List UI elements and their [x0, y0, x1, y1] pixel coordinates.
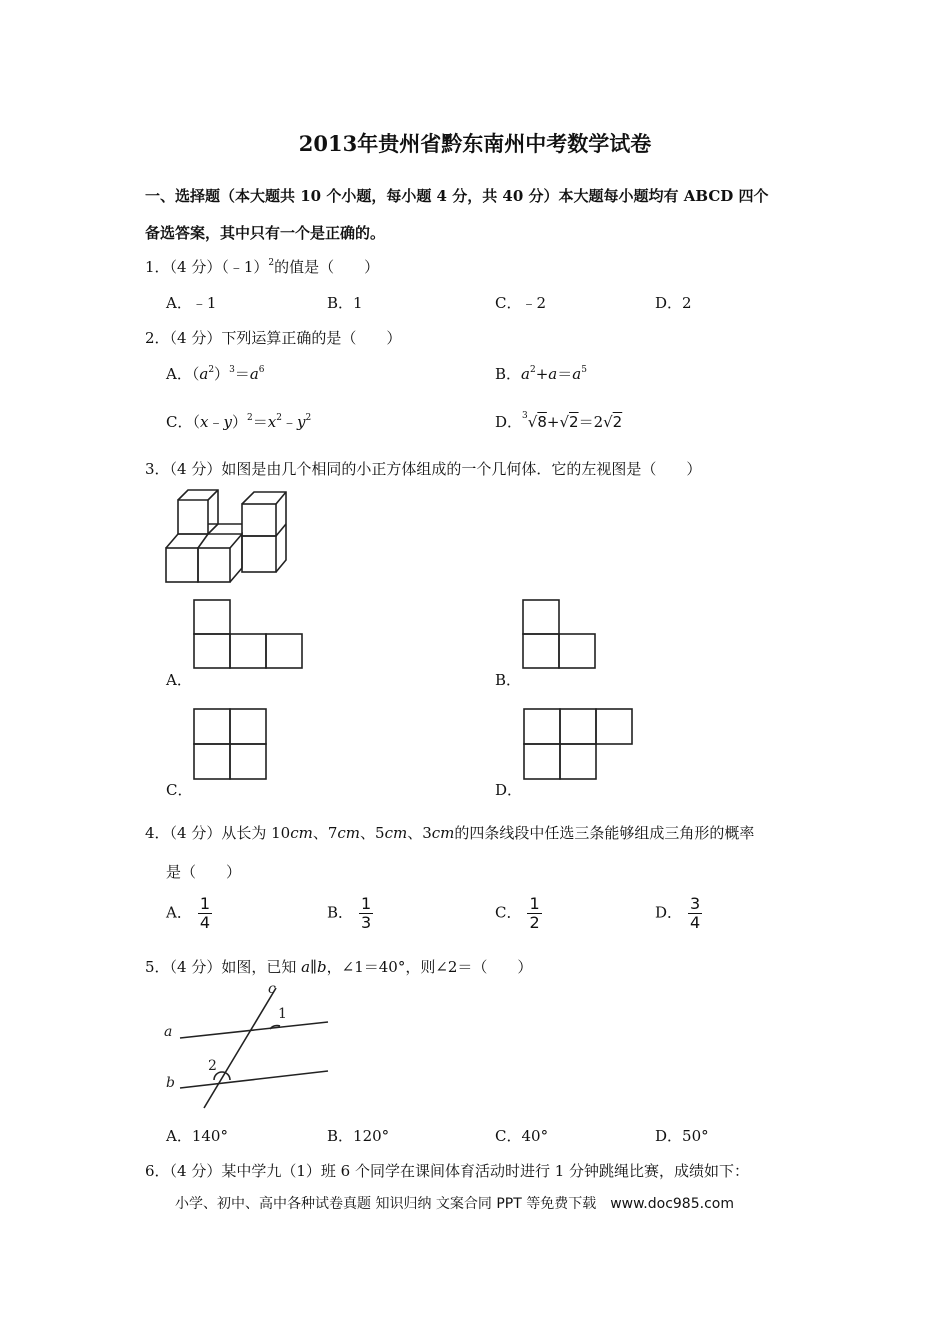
q4-option-a[interactable]	[166, 895, 212, 932]
q4-option-c[interactable]	[495, 895, 542, 932]
question-4-line2: 是（ ）	[166, 863, 242, 881]
question-5	[145, 956, 532, 977]
footer-watermark: 小学、初中、高中各种试卷真题 知识归纳 文案合同 PPT 等免费下载 www.doc985.com	[175, 1196, 734, 1212]
q2-option-a[interactable]: A．$(a^2)^3=a^6$	[166, 365, 265, 383]
line-b	[180, 1071, 328, 1088]
q4-unit-3: cm	[384, 824, 408, 842]
label-a: a	[164, 1024, 173, 1040]
page-title: 2013年贵州省黔东南州中考数学试卷	[298, 131, 652, 156]
q4-suffix: 的四条线段中任选三条能够组成三角形的概率	[454, 824, 755, 842]
q2-option-c[interactable]: C．$(x﹣y)^2=x^2﹣y^2$	[166, 413, 312, 431]
q5-option-a[interactable]: A．140°	[166, 1127, 228, 1145]
q5-b: b	[317, 958, 327, 976]
line-c	[204, 988, 276, 1108]
q4-value-7: 7	[327, 824, 338, 842]
q4-a-den: 4	[199, 913, 211, 932]
q1-option-d[interactable]: D．2	[655, 294, 692, 312]
q4-a-fraction	[198, 895, 212, 932]
q5-option-c[interactable]: C．40°	[495, 1127, 549, 1145]
q4-d-label: D．	[655, 903, 683, 922]
q4-value-5: 5	[375, 824, 385, 842]
question-3: 3．（4 分）如图是由几个相同的小正方体组成的一个几何体．它的左视图是（ ）	[145, 460, 702, 478]
parallel-lines-figure	[160, 980, 335, 1110]
q2-a-label: A．	[166, 365, 192, 383]
q2-d-label: D．	[495, 413, 523, 431]
label-b: b	[166, 1075, 175, 1091]
q4-c-num: 1	[529, 894, 540, 913]
section-heading-line2: 备选答案，其中只有一个是正确的。	[145, 224, 386, 242]
q4-c-den: 2	[529, 913, 540, 932]
q3-option-c[interactable]: C．	[166, 781, 193, 799]
label-angle-1: 1	[278, 1006, 287, 1022]
q4-d-num: 3	[690, 894, 701, 913]
q1-suffix: 的值是（ ）	[274, 258, 380, 276]
q1-option-a[interactable]: A．﹣1	[166, 294, 217, 312]
section-heading-line1: 一、选择题（本大题共 10 个小题，每小题 4 分，共 40 分）本大题每小题均有 ABCD 四个	[145, 187, 769, 205]
question-6: 6．（4 分）某中学九（1）班 6 个同学在课间体育活动时进行 1 分钟跳绳比赛，成绩如下：	[145, 1162, 750, 1180]
question-4	[145, 822, 754, 843]
q4-unit-4: cm	[431, 824, 455, 842]
q5-prefix: 5．（4 分）如图，已知	[145, 958, 302, 976]
q4-a-label: A．	[166, 903, 192, 922]
question-2: 2．（4 分）下列运算正确的是（ ）	[145, 329, 402, 347]
q4-unit-2: cm	[337, 824, 361, 842]
q4-c-fraction	[527, 895, 541, 932]
q4-sep-3: 、	[407, 824, 423, 842]
q3-view-b	[522, 599, 598, 671]
q5-suffix: ，∠1＝40°，则∠2＝（ ）	[326, 958, 533, 976]
q5-option-d[interactable]: D．50°	[655, 1127, 709, 1145]
q1-prefix: 1．（4 分）（﹣1）	[145, 258, 269, 276]
q4-b-num: 1	[361, 894, 372, 913]
q3-option-d[interactable]: D．	[495, 781, 523, 799]
q5-option-b[interactable]: B．120°	[327, 1127, 390, 1145]
q3-view-d	[523, 708, 635, 780]
q4-option-d[interactable]	[655, 895, 702, 932]
q4-b-den: 3	[361, 913, 372, 932]
q2-b-label: B．	[495, 365, 522, 383]
q4-option-b[interactable]	[327, 895, 373, 932]
q4-sep-1: 、	[312, 824, 328, 842]
q4-unit-1: cm	[290, 824, 313, 842]
q4-d-den: 4	[690, 913, 701, 932]
q5-parallel: ∥	[310, 958, 318, 976]
label-c: c	[268, 981, 276, 997]
q4-sep-2: 、	[360, 824, 376, 842]
q2-option-b[interactable]: B．$a^2+a=a^5$	[495, 365, 587, 383]
cubes-figure	[160, 487, 300, 587]
q1-option-c[interactable]: C．﹣2	[495, 294, 547, 312]
q4-b-label: B．	[327, 903, 354, 922]
q4-b-fraction	[359, 895, 373, 932]
q3-view-c	[193, 708, 269, 780]
q3-option-b[interactable]: B．	[495, 671, 522, 689]
q4-value-3: 3	[422, 824, 432, 842]
question-1	[145, 256, 379, 277]
q2-c-label: C．	[166, 413, 193, 431]
q1-exponent: 2	[268, 258, 275, 268]
q4-a-num: 1	[199, 894, 211, 913]
q1-option-b[interactable]: B．1	[327, 294, 363, 312]
q3-option-a[interactable]: A．	[166, 671, 192, 689]
q4-prefix: 4．（4 分）从长为 10	[145, 824, 291, 842]
q4-d-fraction	[688, 895, 702, 932]
q2-option-d[interactable]: D．$^3$√8+√2＝2√2	[495, 411, 623, 431]
q5-a: a	[301, 958, 311, 976]
q3-view-a	[193, 599, 305, 671]
q4-c-label: C．	[495, 903, 522, 922]
label-angle-2: 2	[208, 1058, 217, 1074]
